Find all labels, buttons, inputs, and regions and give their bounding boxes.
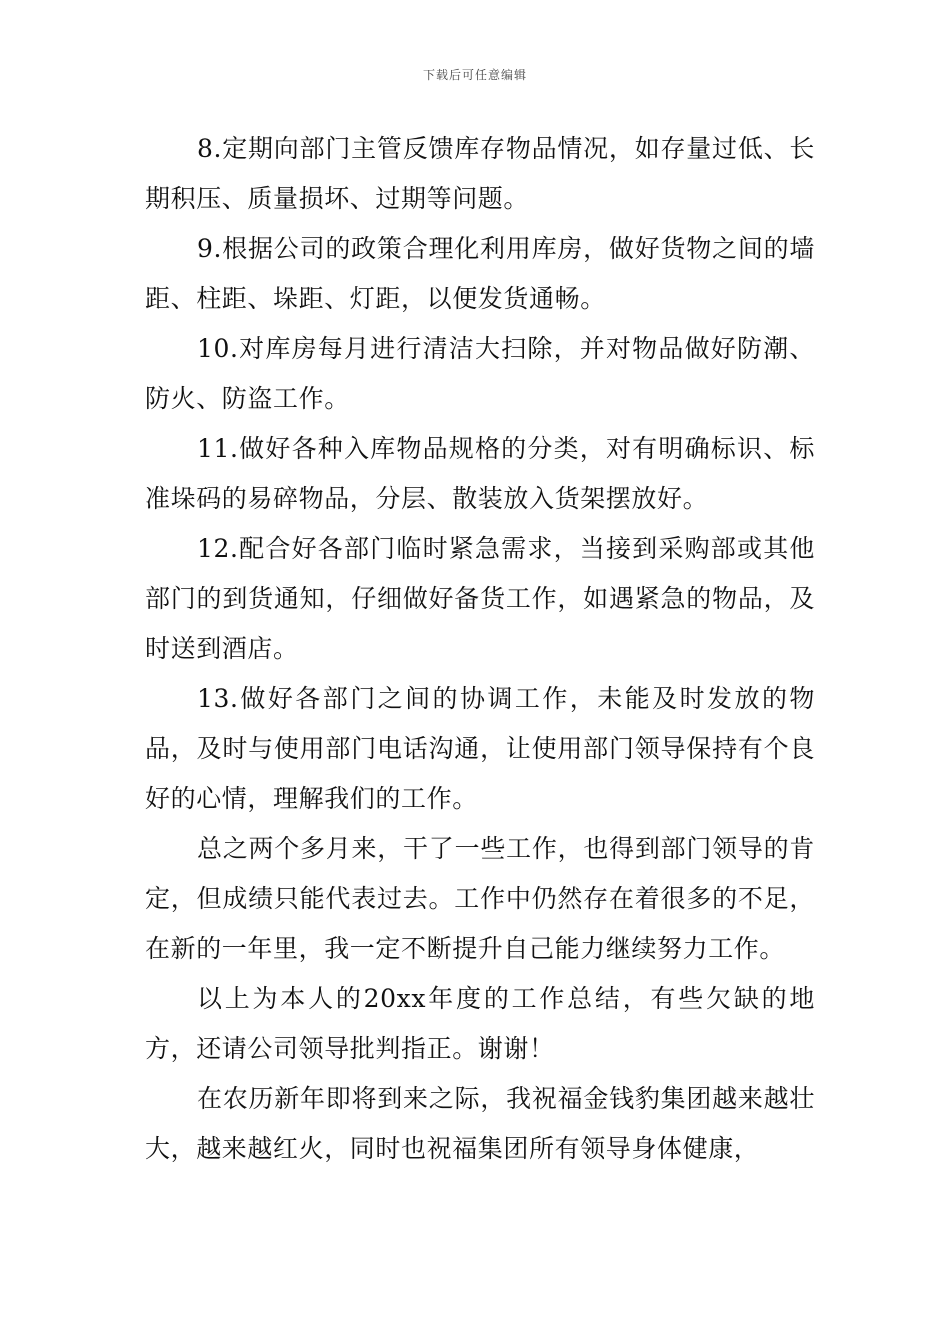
document-body xyxy=(145,124,815,1174)
paragraph-item-10: 10.对库房每月进行清洁大扫除，并对物品做好防潮、防火、防盗工作。 xyxy=(145,334,815,413)
paragraph-item-8: 8.定期向部门主管反馈库存物品情况，如存量过低、长期积压、质量损坏、过期等问题。 xyxy=(145,134,815,213)
paragraph-summary: 总之两个多月来，干了一些工作，也得到部门领导的肯定，但成绩只能代表过去。工作中仍然存在着很多的不足，在新的一年里，我一定不断提升自己能力继续努力工作。 xyxy=(145,834,815,963)
paragraph-item-13: 13.做好各部门之间的协调工作，未能及时发放的物品，及时与使用部门电话沟通，让使用部门领导保持有个良好的心情，理解我们的工作。 xyxy=(145,684,815,813)
paragraph-item-12: 12.配合好各部门临时紧急需求，当接到采购部或其他部门的到货通知，仔细做好备货工作，如遇紧急的物品，及时送到酒店。 xyxy=(145,534,815,663)
paragraph-new-year-wishes: 在农历新年即将到来之际，我祝福金钱豹集团越来越壮大，越来越红火，同时也祝福集团所有领导身体健康， xyxy=(145,1084,815,1163)
paragraph-item-9: 9.根据公司的政策合理化利用库房，做好货物之间的墙距、柱距、垛距、灯距，以便发货通畅。 xyxy=(145,234,815,313)
paragraph-item-11: 11.做好各种入库物品规格的分类，对有明确标识、标准垛码的易碎物品，分层、散装放入货架摆放好。 xyxy=(145,434,815,513)
page-header: 下载后可任意编辑 xyxy=(422,68,527,82)
paragraph-closing: 以上为本人的20xx年度的工作总结，有些欠缺的地方，还请公司领导批判指正。谢谢！ xyxy=(145,984,815,1063)
